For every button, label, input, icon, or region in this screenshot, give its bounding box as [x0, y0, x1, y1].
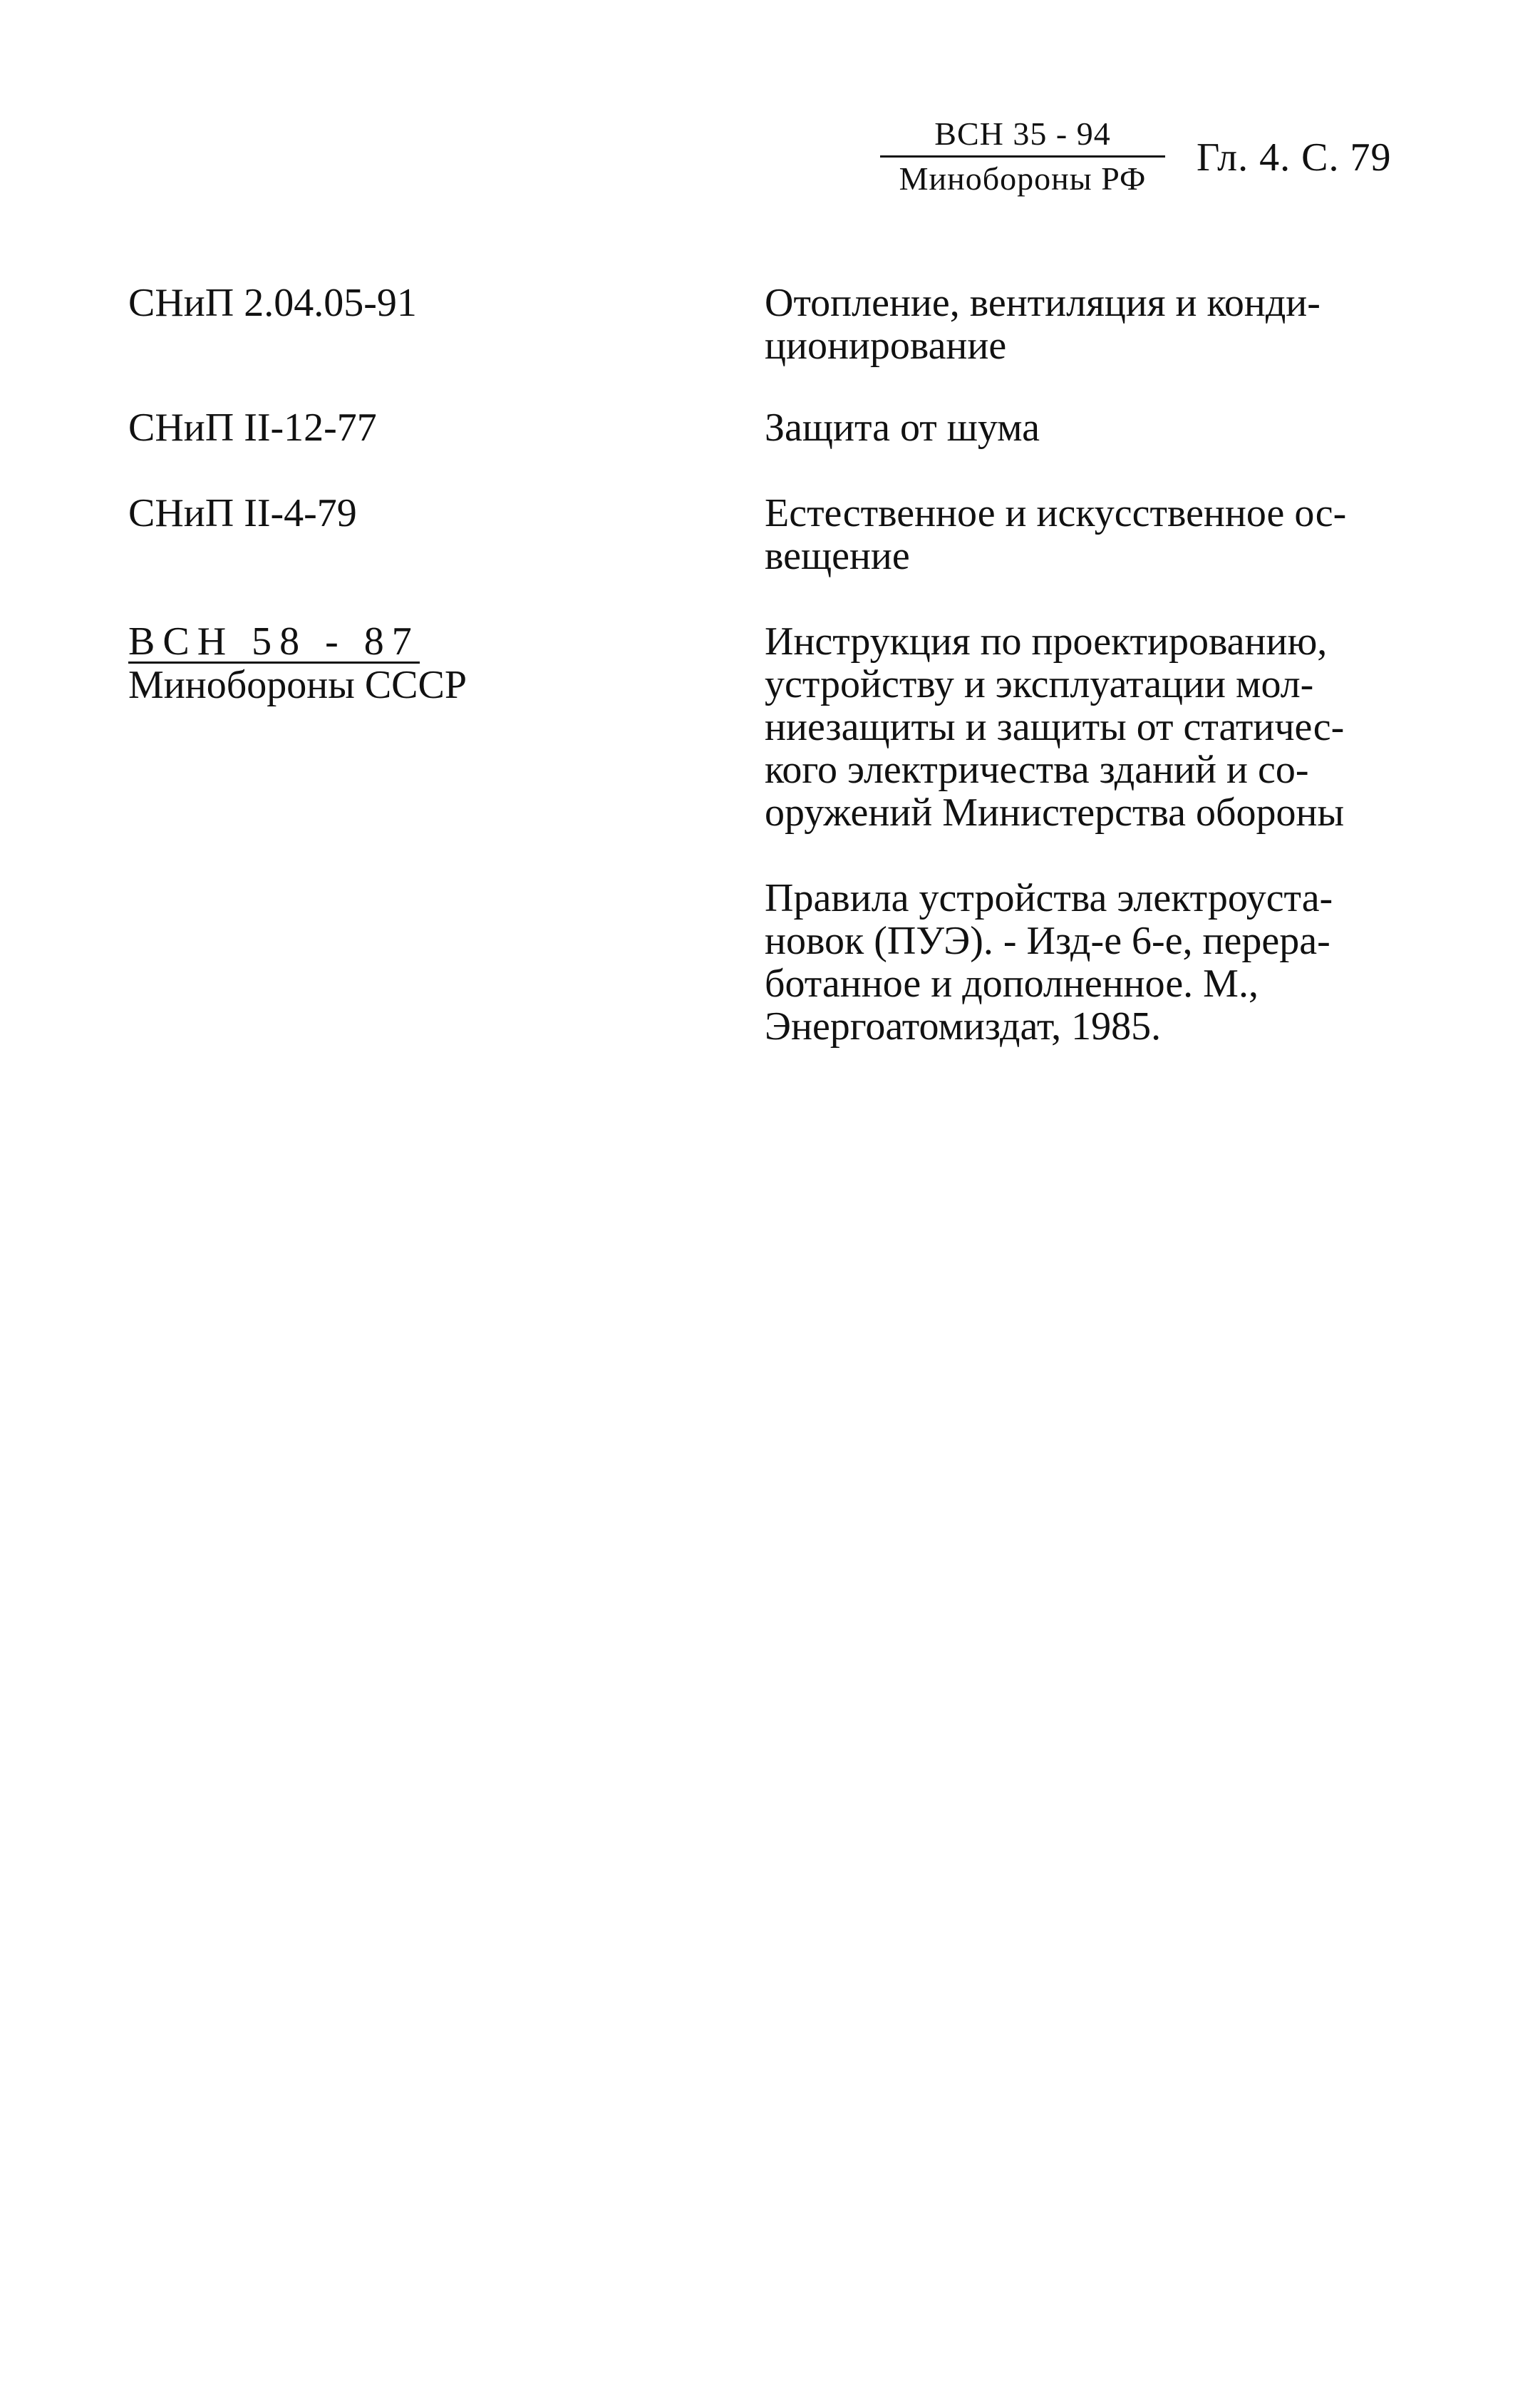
reference-title-line: Энергоатомиздат, 1985.: [765, 1004, 1162, 1049]
reference-title: [765, 282, 1442, 367]
reference-title-line: устройству и эксплуатации мол-: [765, 662, 1314, 706]
underlined-code: ВСН 58 - 87: [128, 619, 420, 664]
reference-title-line: вещение: [765, 534, 910, 578]
reference-code-line: [128, 620, 698, 664]
reference-title-line: Естественное и искусственное ос-: [765, 491, 1347, 535]
page-header: [880, 114, 1391, 200]
page-reference: Гл. 4. С. 79: [1197, 135, 1392, 180]
reference-title-line: Отопление, вентиляция и конди-: [765, 281, 1321, 325]
reference-title-line: ниезащиты и защиты от статичес-: [765, 705, 1345, 749]
reference-title: [765, 877, 1442, 1048]
reference-code: [128, 492, 698, 535]
reference-code-line: СНиП 2.04.05-91: [128, 281, 417, 325]
reference-title: [765, 492, 1442, 577]
document-issuer: Минобороны РФ: [899, 160, 1147, 197]
reference-title-line: кого электричества зданий и со-: [765, 748, 1309, 792]
reference-code-line: Минобороны СССР: [128, 663, 467, 707]
reference-title-line: Инструкция по проектированию,: [765, 619, 1328, 664]
reference-title-line: оружений Министерства обороны: [765, 791, 1345, 835]
reference-title-line: ботанное и дополненное. М.,: [765, 962, 1259, 1006]
reference-code: [128, 406, 698, 449]
reference-title-line: Защита от шума: [765, 406, 1040, 450]
reference-code-line: СНиП II-12-77: [128, 406, 377, 450]
reference-title: [765, 620, 1442, 834]
reference-title-line: новок (ПУЭ). - Изд-е 6-е, перера-: [765, 919, 1330, 963]
document-code: ВСН 35 - 94: [934, 115, 1111, 152]
reference-code: [128, 282, 698, 324]
reference-code: [128, 620, 698, 706]
document-code-fraction: [880, 114, 1165, 200]
reference-title-line: Правила устройства электроуста-: [765, 876, 1333, 920]
reference-title-line: ционирование: [765, 324, 1007, 368]
reference-title: [765, 406, 1442, 449]
reference-code-line: СНиП II-4-79: [128, 491, 357, 535]
